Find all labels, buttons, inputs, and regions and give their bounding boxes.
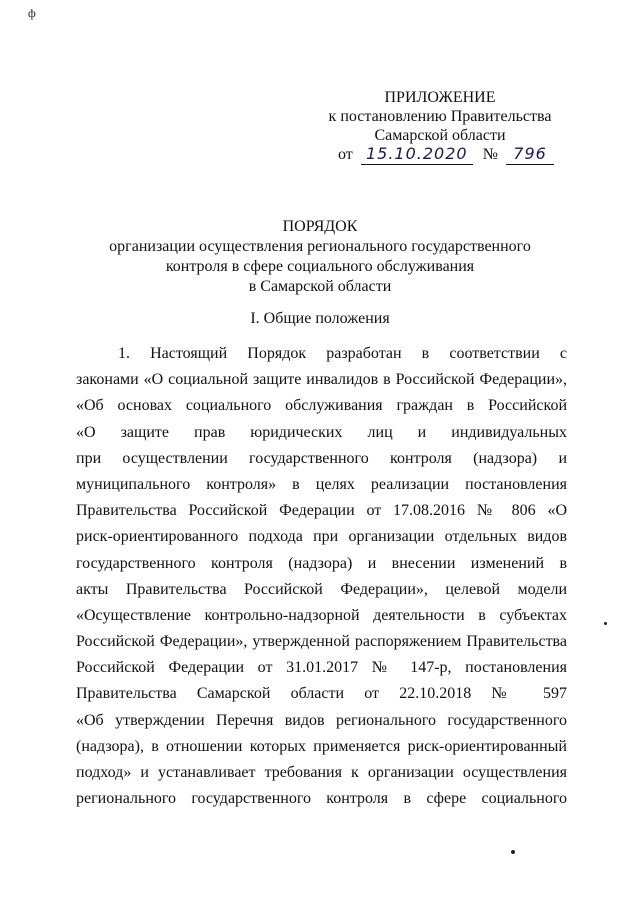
appendix-line-3: Самарской области [374, 127, 506, 144]
paragraph-line: регионального государственного контроля в сфере социального [76, 790, 567, 808]
paragraph-line: Правительства Российской Федерации от 17.08.2016 № 806 «О [76, 502, 567, 520]
appendix-line-2: к постановлению Правительства [328, 108, 552, 125]
paragraph-line: государственного контроля (надзора) и внесении изменений в [76, 554, 567, 572]
title-line-2: организации осуществления регионального государственного [109, 238, 531, 255]
corner-marker: ф [28, 6, 36, 20]
paragraph-line: подход» и устанавливает требования к организации осуществления [76, 764, 567, 781]
paragraph-line: при осуществлении государственного контроля (надзора) и [76, 449, 567, 467]
scan-speck [604, 622, 607, 625]
document-title [60, 217, 580, 297]
paragraph-line: Российской Федерации от 31.01.2017 № 147-р, постановления [76, 659, 567, 677]
paragraph-line: акты Правительства Российской Федерации», целевой модели [76, 580, 567, 598]
paragraph-line: «Об основах социального обслуживания граждан в Российской [76, 397, 567, 415]
number-value: 796 [513, 144, 547, 163]
number-prefix: № [482, 146, 499, 163]
title-line-3: контроля в сфере социального обслуживания [165, 258, 475, 275]
title-line-4: в Самарской области [248, 278, 392, 295]
date-field [361, 144, 473, 165]
section-heading: I. Общие положения [250, 310, 390, 327]
appendix-title: ПРИЛОЖЕНИЕ [384, 89, 496, 106]
date-value: 15.10.2020 [365, 144, 468, 163]
number-field [506, 144, 554, 165]
paragraph-line: муниципального контроля» в целях реализации постановления [76, 475, 567, 493]
paragraph-line: 1. Настоящий Порядок разработан в соответствии с [118, 345, 567, 362]
appendix-block [320, 88, 560, 145]
paragraph-line: Правительства Самарской области от 22.10.2018 № 597 [76, 685, 567, 703]
paragraph-line: риск-ориентированного подхода при организации отдельных видов [76, 528, 567, 546]
paragraph-line: «О защите прав юридических лиц и индивидуальных [76, 423, 567, 441]
paragraph-line: Российской Федерации», утвержденной распоряжением Правительства [76, 633, 567, 651]
scan-speck [511, 850, 515, 854]
paragraph-line: «Осуществление контрольно-надзорной деятельности в субъектах [76, 606, 567, 624]
paragraph-line: законами «О социальной защите инвалидов в Российской Федерации», [76, 371, 567, 389]
paragraph-line: «Об утверждении Перечня видов регионального государственного [76, 711, 567, 729]
date-prefix: от [338, 146, 353, 163]
paragraph [76, 341, 567, 812]
paragraph-line: (надзора), в отношении которых применяется риск-ориентированный [76, 737, 567, 755]
date-number-line [338, 144, 554, 165]
title-line-1: ПОРЯДОК [282, 218, 358, 235]
